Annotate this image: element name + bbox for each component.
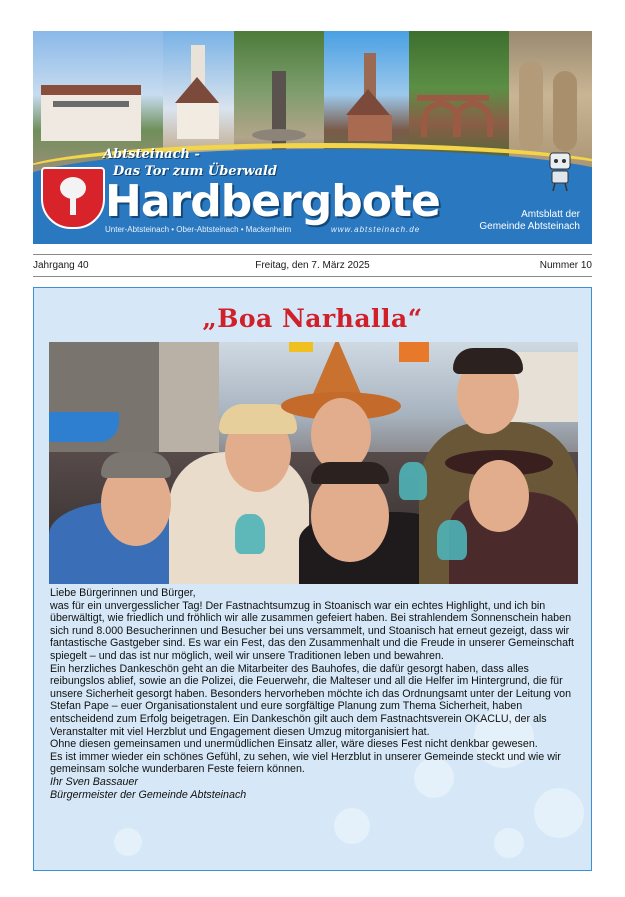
issue-number: Nummer 10 [539,260,592,271]
article-headline: „Boa Narhalla“ [202,304,423,333]
paragraph-3: Ohne diesen gemeinsamen und unermüdlichen Einsatz aller, wäre dieses Fest nicht denkbar gewesen. [50,738,538,751]
coat-of-arms-icon [41,167,105,229]
greeting: Liebe Bürgerinnen und Bürger, [50,587,196,599]
masthead-slogan [103,146,277,180]
issue-date: Freitag, den 7. März 2025 [255,260,370,271]
amtsblatt-label [479,209,580,233]
article-body [50,587,578,801]
issue-info-bar [33,254,592,277]
amtsblatt-line-2: Gemeinde Abtsteinach [479,221,580,232]
paragraph-2: Ein herzliches Dankeschön geht an die Mitarbeiter des Bauhofes, die dafür gesorgt haben, dass alles reibungslos ablief, sowie an die Polizei, die Feuerwehr, die Malteser und all die Helfer im Hintergrund, die für unsere Sicherheit gesorgt haben. Besonders hervorheben möchte ich das Ordnungsamt unter der Leitung von Stefan Pape – euer Organisationstalent und eure sorgfältige Planung zum Thema Sicherheit, haben entscheidend zum Erfolg beigetragen. Ein Dankeschön gilt auch dem Fastnachtsverein OKACLU, der als Veranstalter mit viel Herzblut und Engagement diesen Umzug mitorganisiert hat. [50,662,572,738]
slogan-line-2: Das Tor zum Überwald [113,164,278,179]
paragraph-4: Es ist immer wieder ein schönes Gefühl, zu sehen, wie viel Herzblut in unserer Gemeinde steckt und wie wir gemeinsam solche wunderbaren Feste feiern können. [50,750,561,776]
issue-volume: Jahrgang 40 [33,260,89,271]
website-link[interactable]: www.abtsteinach.de [331,225,421,234]
cover-article [33,287,592,871]
signature-title: Bürgermeister der Gemeinde Abtsteinach [50,788,247,801]
masthead [33,31,592,244]
carnival-group-photo [49,342,578,584]
signature-name: Ihr Sven Bassauer [50,775,138,788]
village-list: Unter-Abtsteinach • Ober-Abtsteinach • Mackenheim [105,225,292,234]
mascot-robot-icon [543,149,577,193]
paragraph-1: was für ein unvergesslicher Tag! Der Fastnachtsumzug in Stoanisch war ein echtes Highlight, und ich bin überwältigt, wie friedlich und fröhlich wir alle zusammen gefeiert haben. Bei strahlendem Sonnenschein haben sich rund 8.000 Besucherinnen und Besucher bei uns versammelt, und Stoanisch hat erneut gezeigt, dass wir fantastische Gastgeber sind. Es war ein Fest, das den Zusammenhalt und die Freude in unserer Gemeinschaft spiegelt – und das ist nur möglich, weil wir unsere Traditionen leben und bewahren. [50,599,574,662]
newspaper-title: Hardbergbote [105,176,440,227]
amtsblatt-line-1: Amtsblatt der [521,209,580,220]
slogan-line-1: Abtsteinach - [103,147,200,162]
